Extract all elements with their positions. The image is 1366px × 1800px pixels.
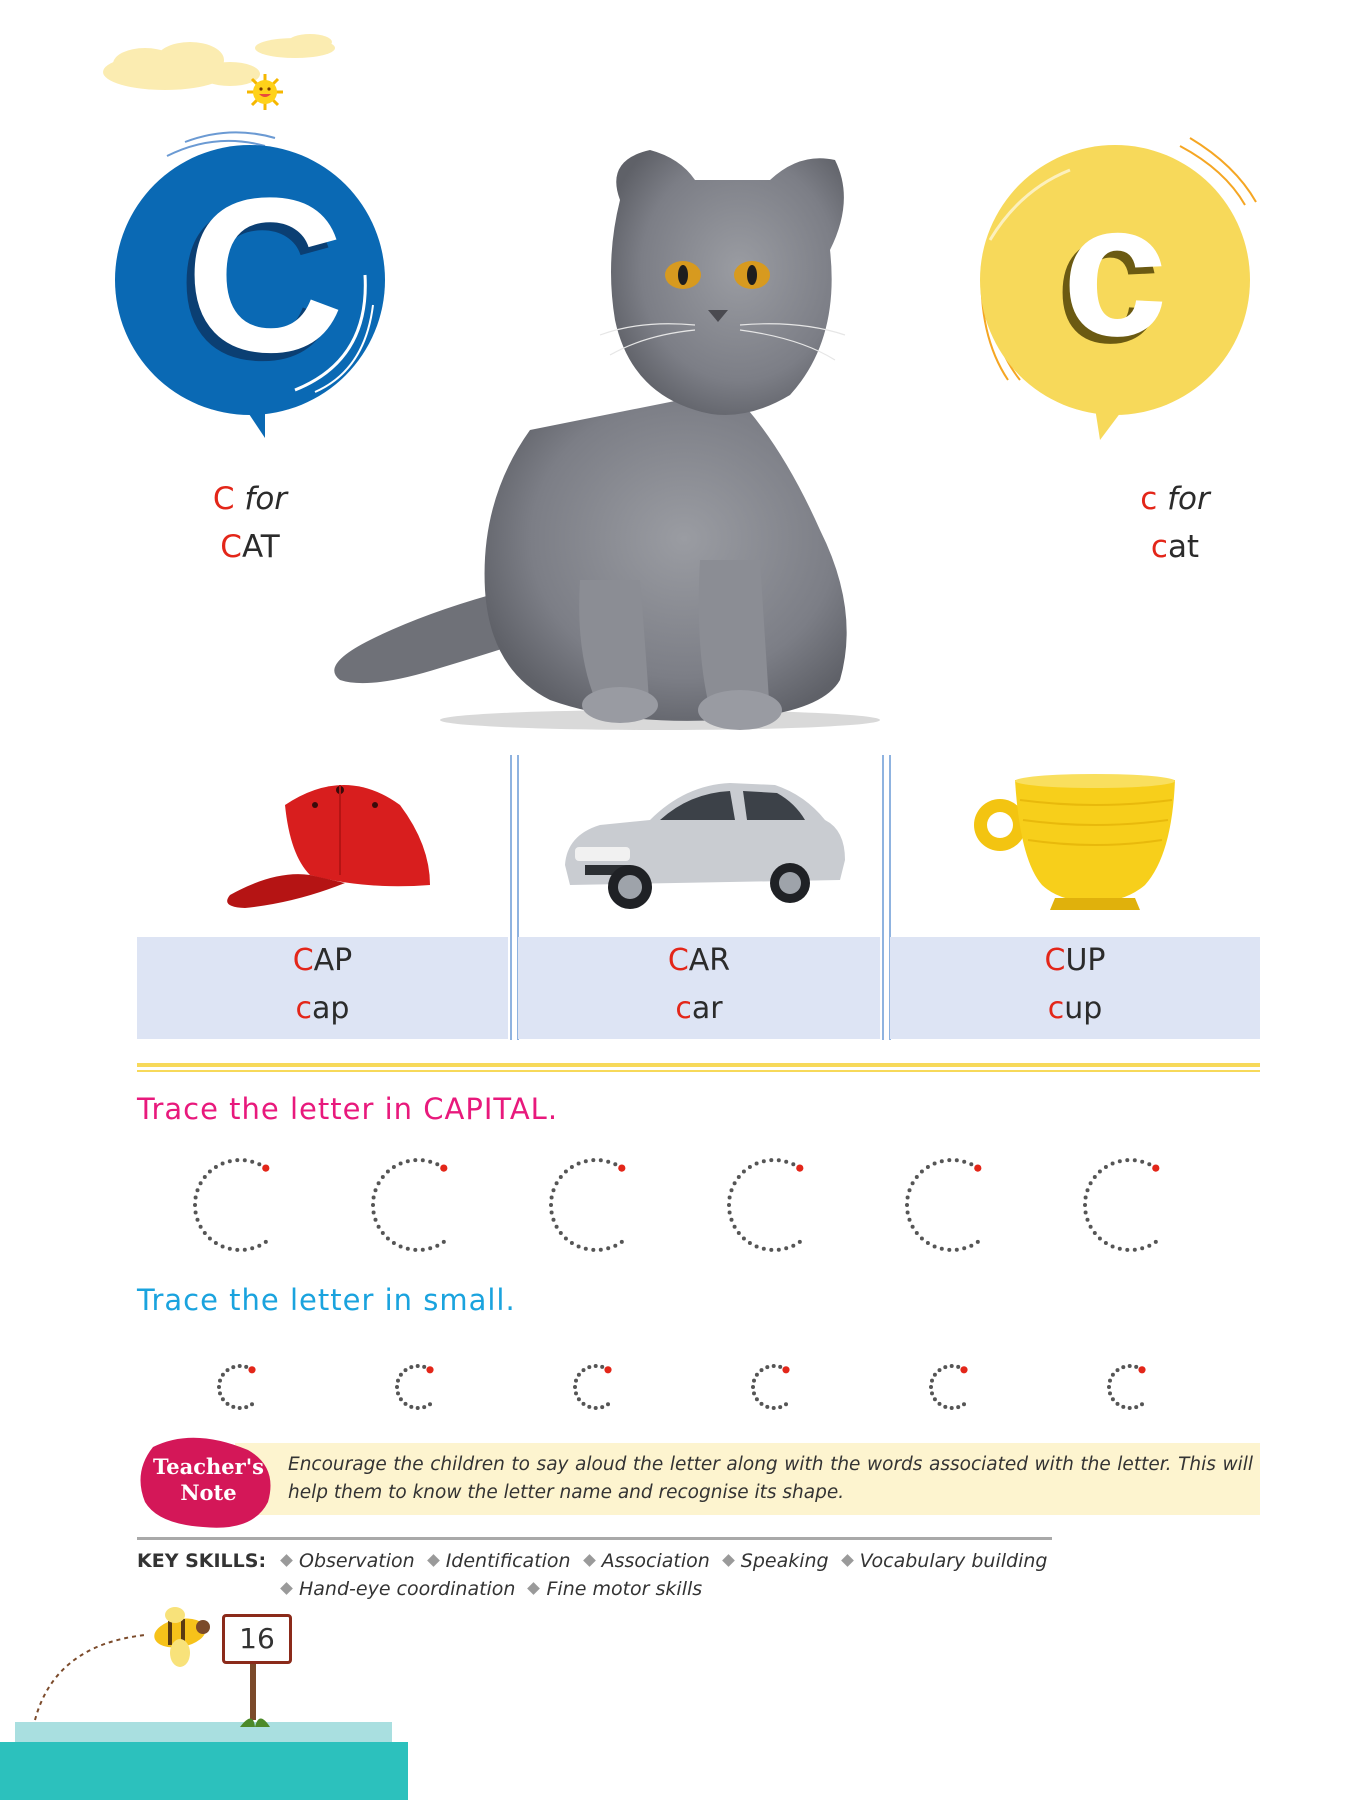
capital-letter-glyph: C [185, 152, 345, 398]
skill-item: Hand-eye coordination [299, 1578, 516, 1600]
caption-word: at [1167, 529, 1200, 565]
trace-letter[interactable] [193, 1158, 269, 1252]
word-letter: c [1047, 991, 1065, 1026]
key-skills-line-1 [280, 1550, 1059, 1572]
word-text: ar [691, 991, 723, 1026]
cat-picture [300, 140, 940, 740]
caption-word: for [234, 481, 288, 517]
bee-decoration [25, 1605, 225, 1725]
trace-small-row[interactable] [140, 1345, 1260, 1425]
word-letter: C [1044, 943, 1066, 978]
word-letter: C [292, 943, 314, 978]
skill-item: Association [601, 1550, 710, 1572]
clouds-and-sun-decoration [95, 30, 355, 120]
skill-item: Observation [299, 1550, 415, 1572]
caption-letter: C [212, 481, 235, 517]
word-letter: c [295, 991, 313, 1026]
trace-letter[interactable] [395, 1364, 434, 1410]
key-skills-rule [137, 1537, 1052, 1540]
trace-capital-row[interactable] [140, 1140, 1260, 1270]
water-strip [15, 1722, 392, 1742]
bullet-icon [528, 1582, 541, 1595]
trace-letter[interactable] [929, 1364, 968, 1410]
bullet-icon [722, 1554, 735, 1567]
key-skills-line-2 [280, 1578, 714, 1600]
caption-word: for [1157, 481, 1210, 517]
word-card-cap [137, 937, 508, 1039]
word-text: UP [1065, 943, 1106, 978]
silver-car-picture [555, 765, 855, 915]
caption-letter: C [220, 529, 242, 565]
skill-item: Identification [445, 1550, 571, 1572]
skill-item: Vocabulary building [859, 1550, 1048, 1572]
caption-letter: c [1150, 529, 1168, 565]
key-skills-label: KEY SKILLS: [137, 1550, 267, 1572]
teachers-note-badge [146, 1454, 271, 1506]
bullet-icon [280, 1582, 293, 1595]
trace-letter[interactable] [549, 1158, 625, 1252]
bullet-icon [427, 1554, 440, 1567]
trace-letter[interactable] [751, 1364, 790, 1410]
trace-small-heading: Trace the letter in small. [137, 1283, 516, 1317]
teachers-note-text: Encourage the children to say aloud the letter along with the words associated with the letter. This will help them to know the letter name and recognise its shape. [288, 1454, 1253, 1503]
bullet-icon [841, 1554, 854, 1567]
signpost-post [235, 1655, 275, 1730]
trace-letter[interactable] [905, 1158, 981, 1252]
word-text: up [1064, 991, 1103, 1026]
trace-letter[interactable] [1083, 1158, 1159, 1252]
red-cap-picture [215, 765, 445, 915]
badge-line-2: Note [180, 1480, 237, 1505]
yellow-cup-picture [960, 770, 1190, 920]
trace-letter[interactable] [217, 1364, 256, 1410]
small-letter-caption [1085, 475, 1265, 571]
section-divider [137, 1070, 1260, 1072]
word-text: AP [313, 943, 353, 978]
trace-capital-heading: Trace the letter in CAPITAL. [137, 1092, 559, 1126]
word-letter: C [667, 943, 689, 978]
trace-letter[interactable] [371, 1158, 447, 1252]
skill-item: Speaking [740, 1550, 829, 1572]
trace-letter[interactable] [573, 1364, 612, 1410]
badge-line-1: Teacher's [153, 1454, 264, 1479]
skill-item: Fine motor skills [546, 1578, 703, 1600]
trace-letter[interactable] [727, 1158, 803, 1252]
word-letter: c [675, 991, 692, 1026]
word-text: ap [312, 991, 350, 1026]
page-number: 16 [222, 1614, 292, 1664]
caption-letter: c [1140, 481, 1158, 517]
caption-word: AT [241, 529, 280, 565]
word-text: AR [688, 943, 731, 978]
word-card-cup [890, 937, 1260, 1039]
trace-letter[interactable] [1107, 1364, 1146, 1410]
word-card-car [518, 937, 880, 1039]
small-letter-glyph: c [1062, 164, 1168, 376]
teal-base [0, 1742, 408, 1800]
bullet-icon [583, 1554, 596, 1567]
bullet-icon [280, 1554, 293, 1567]
section-divider [137, 1063, 1260, 1067]
